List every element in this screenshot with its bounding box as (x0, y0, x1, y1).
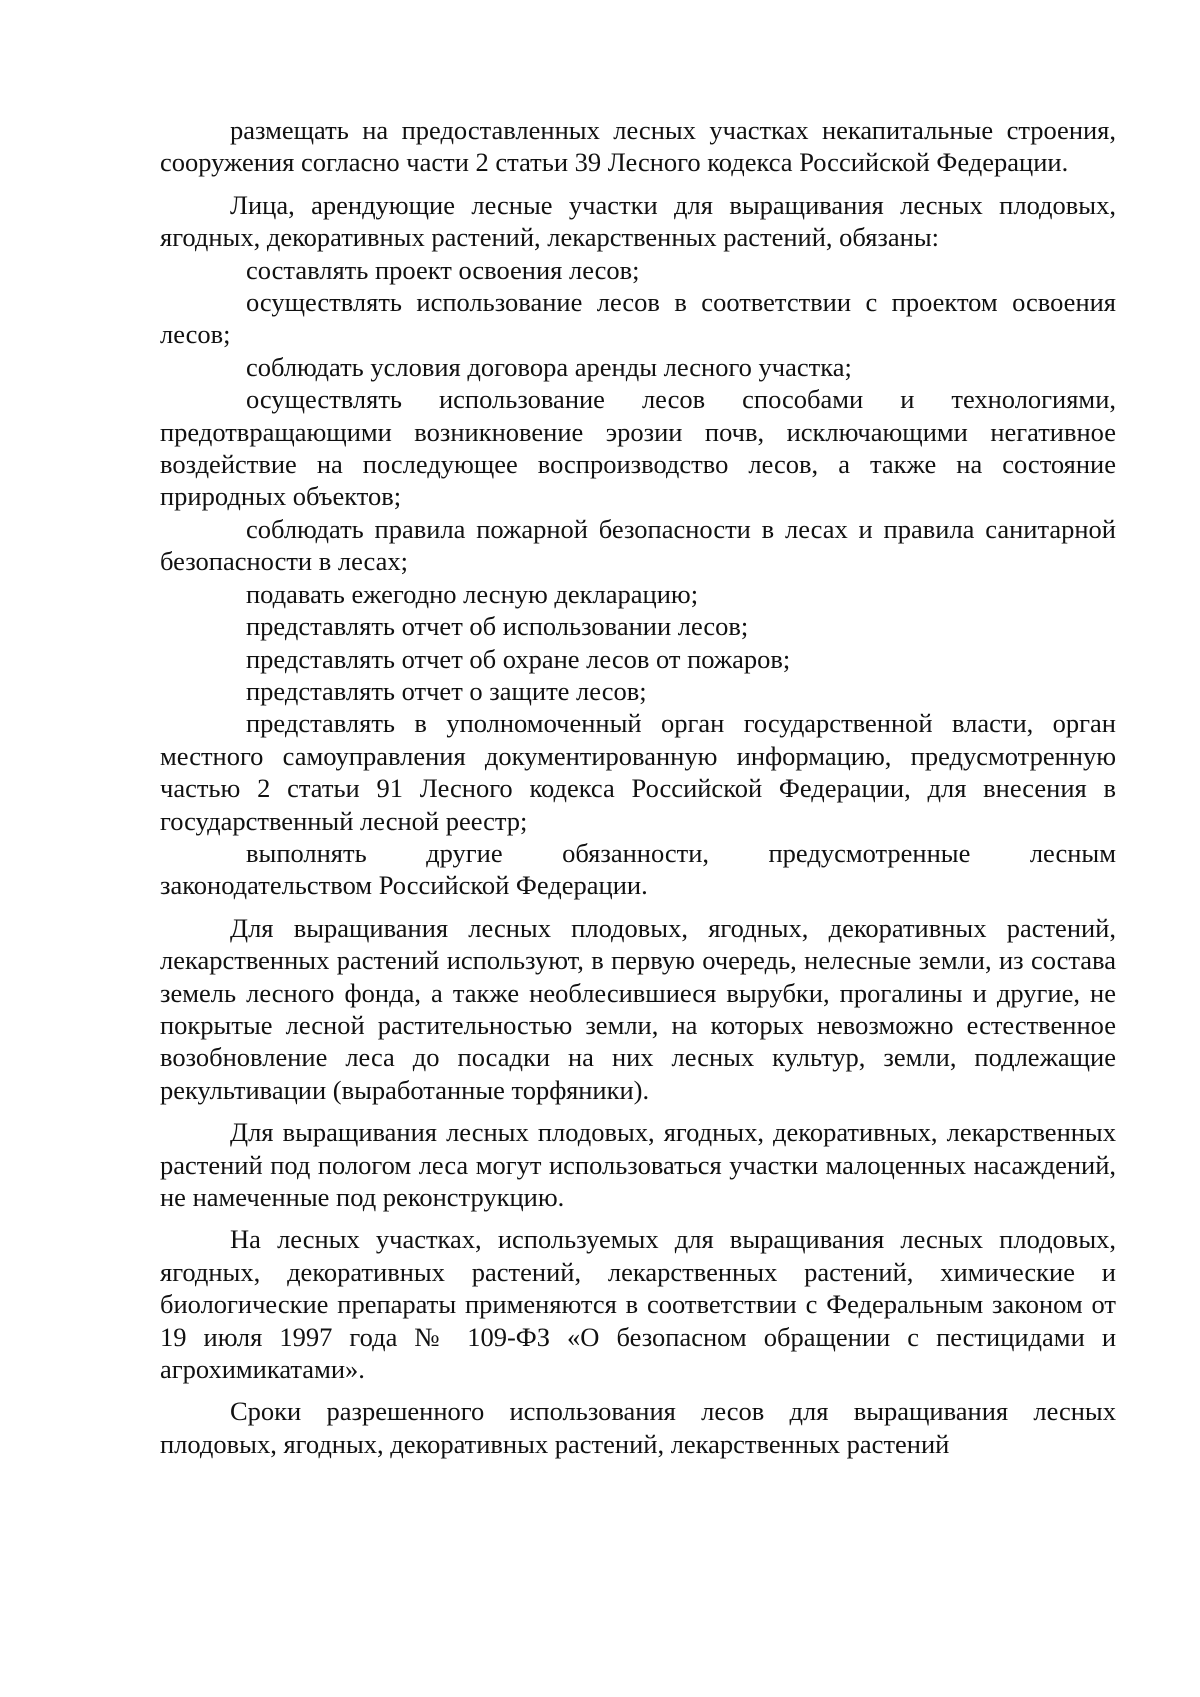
list-item-project: составлять проект освоения лесов; (246, 254, 640, 285)
paragraph-terms: Сроки разрешенного использования лесов для выращивания лесных плодовых, ягодных, декоративных растений, лекарственных растений (160, 1396, 1116, 1459)
list-item-declaration: подавать ежегодно лесную декларацию; (246, 578, 699, 609)
paragraph-land-use: Для выращивания лесных плодовых, ягодных, декоративных растений, лекарственных растений используют, в первую очередь, нелесные земли, из состава земель лесного фонда, а также необлесившиеся вырубки, прогалины и другие, не покрытые лесной растительностью земли, на которых невозможно естественное возобновление леса до посадки на них лесных культур, земли, подлежащие рекультивации (выработанные торфяники). (160, 912, 1116, 1105)
paragraph-chemicals: На лесных участках, используемых для выращивания лесных плодовых, ягодных, декоративных растений, лекарственных растений, химические и биологические препараты применяются в соответствии с Федеральным законом от 19 июля 1997 года № 109-ФЗ «О безопасном обращении с пестицидами и агрохимикатами». (160, 1224, 1116, 1385)
list-item-protection-report: представлять отчет о защите лесов; (246, 675, 647, 706)
paragraph-structures: размещать на предоставленных лесных участках некапитальные строения, сооружения согласно части 2 статьи 39 Лесного кодекса Российской Федерации. (160, 115, 1116, 178)
list-item-use-per-project: осуществлять использование лесов в соответствии с проектом освоения лесов; (160, 287, 1116, 350)
list-item-fire-safety: соблюдать правила пожарной безопасности в лесах и правила санитарной безопасности в лесах; (160, 513, 1116, 577)
list-item-other-duties: выполнять другие обязанности, предусмотренные лесным законодательством Российской Федерации. (160, 837, 1116, 901)
list-item-fire-report: представлять отчет об охране лесов от пожаров; (246, 643, 791, 674)
paragraph-obligations-intro: Лица, арендующие лесные участки для выращивания лесных плодовых, ягодных, декоративных растений, лекарственных растений, обязаны: (160, 189, 1116, 253)
list-item-usage-report: представлять отчет об использовании лесов; (246, 611, 749, 642)
list-item-lease-terms: соблюдать условия договора аренды лесного участка; (246, 351, 852, 382)
document-page (160, 114, 1116, 1460)
paragraph-canopy: Для выращивания лесных плодовых, ягодных, декоративных, лекарственных растений под пологом леса могут использоваться участки малоценных насаждений, не намеченные под реконструкцию. (160, 1117, 1116, 1212)
list-item-registry-info: представлять в уполномоченный орган государственной власти, орган местного самоуправления документированную информацию, предусмотренную частью 2 статьи 91 Лесного кодекса Российской Федерации, для внесения в государственный лесной реестр; (160, 708, 1116, 836)
list-item-erosion: осуществлять использование лесов способами и технологиями, предотвращающими возникновение эрозии почв, исключающими негативное воздействие на последующее воспроизводство лесов, а также на состояние природных объектов; (160, 384, 1116, 512)
